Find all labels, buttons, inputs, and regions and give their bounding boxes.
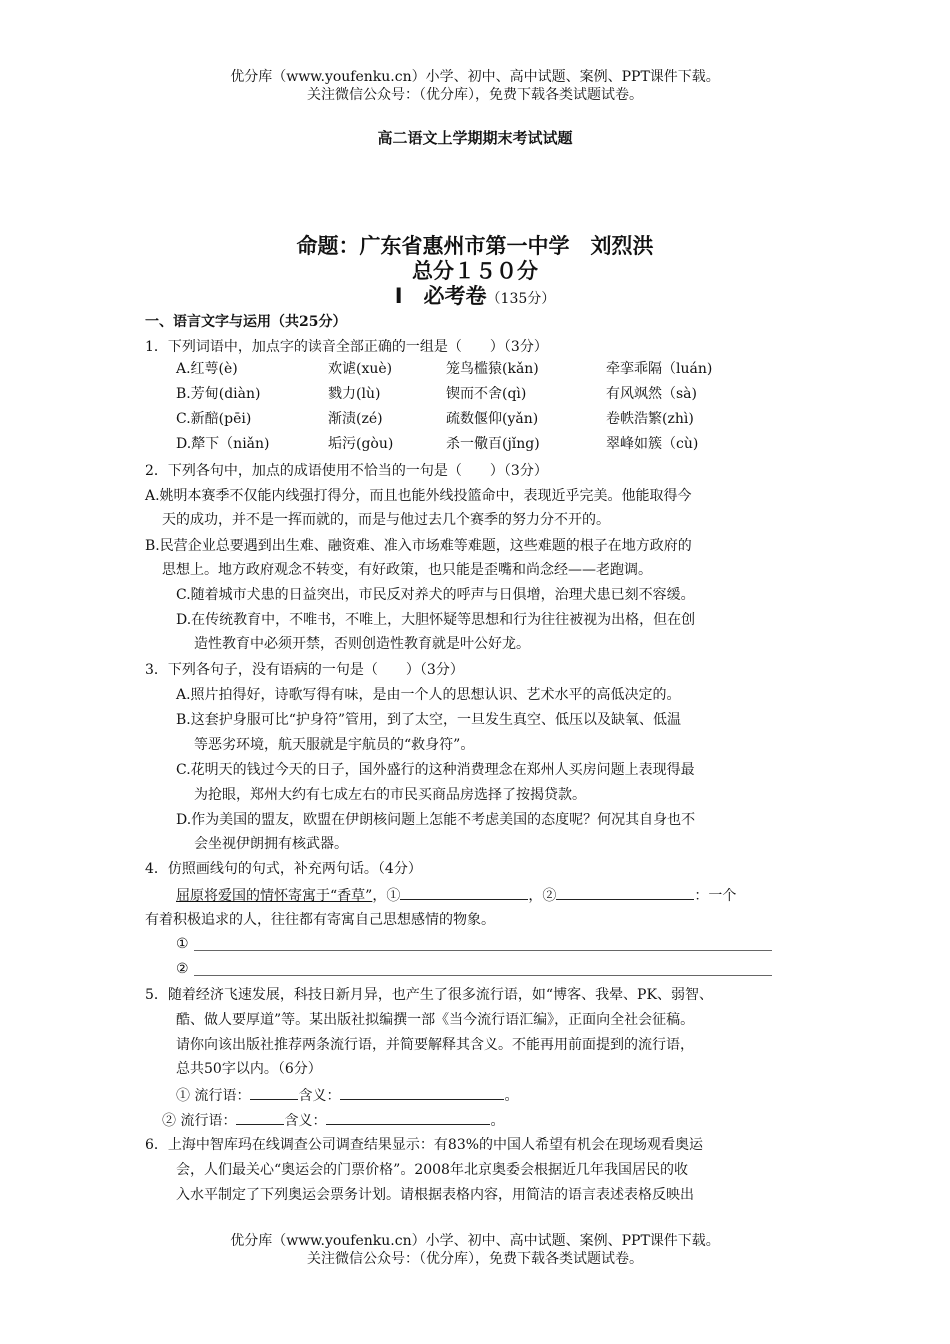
q1-cell: 渐渍(zé) [328, 411, 383, 427]
q5-item-1-label: ① 流行语： [176, 1088, 251, 1104]
q3-line: C.花明天的钱过今天的日子，国外盛行的这种消费理念在郑州人买房问题上表现得最 [176, 762, 695, 778]
q5-item-2-label: ② 流行语： [162, 1113, 237, 1129]
q6-line: 入水平制定了下列奥运会票务计划。请根据表格内容，用简洁的语言表述表格反映出 [176, 1187, 694, 1203]
q1-cell: 垢污(gòu) [328, 436, 394, 452]
q5-item-2-term-blank[interactable] [236, 1110, 284, 1125]
q5-meaning-label: 含义： [284, 1113, 327, 1129]
author-line: 命题：广东省惠州市第一中学 刘烈洪 [296, 234, 654, 258]
q5-item-1 [176, 1085, 518, 1106]
page-header [0, 68, 950, 104]
q5-line: 总共50字以内。（6分） [176, 1061, 322, 1077]
q1-stem: 1．下列词语中，加点字的读音全部正确的一组是（ ）（3分） [145, 339, 548, 355]
q1-cell: 翠峰如簇（cù) [606, 436, 699, 452]
q1-cell: 笼鸟槛猿(kǎn) [446, 361, 539, 377]
q1-cell: 杀一儆百(jǐng) [446, 436, 540, 452]
q1-cell: D.犛下（niǎn) [176, 436, 270, 452]
q1-cell: 锲而不舍(qì) [446, 386, 527, 402]
q4-stem: 4．仿照画线句的句式，补充两句话。（4分） [145, 861, 422, 877]
q4-underlined-sentence: 屈原将爱国的情怀寄寓于“香草” [176, 888, 373, 904]
header-line-1: 优分库（www.youfenku.cn）小学、初中、高中试题、案例、PPT课件下载。 [230, 69, 720, 85]
q5-line: 5．随着经济飞速发展，科技日新月异，也产生了很多流行语，如“博客、我晕、PK、弱智、 [145, 987, 713, 1003]
q5-end-mark: 。 [504, 1088, 519, 1104]
q3-line: B.这套护身服可比“护身符”管用，到了太空，一旦发生真空、低压以及缺氧、低温 [176, 712, 682, 728]
footer-line-2: 关注微信公众号：（优分库），免费下载各类试题试卷。 [307, 1251, 643, 1267]
q3-line: A.照片拍得好，诗歌写得有味，是由一个人的思想认识、艺术水平的高低决定的。 [176, 687, 681, 703]
q6-line: 6．上海中智库玛在线调查公司调查结果显示：有83%的中国人希望有机会在现场观看奥运 [145, 1137, 704, 1153]
q4-mark-1: ，① [372, 888, 401, 904]
section-score: （135分） [486, 291, 556, 307]
q5-item-1-meaning-blank[interactable] [340, 1085, 504, 1100]
footer-line-1: 优分库（www.youfenku.cn）小学、初中、高中试题、案例、PPT课件下载。 [230, 1233, 720, 1249]
q2-line: A.姚明本赛季不仅能内线强打得分，而且也能外线投篮命中，表现近乎完美。他能取得今 [145, 488, 692, 504]
q2-line: C.随着城市犬患的日益突出，市民反对养犬的呼声与日俱增，治理犬患已刻不容缓。 [176, 587, 695, 603]
q3-stem: 3．下列各句子，没有语病的一句是（ ）（3分） [145, 662, 464, 678]
q4-prompt-line [176, 885, 736, 906]
q2-line: 思想上。地方政府观念不转变，有好政策，也只能是歪嘴和尚念经——老跑调。 [162, 562, 652, 578]
q1-cell: 有风飒然（sà) [606, 386, 697, 402]
q1-cell: 戮力(lù) [328, 386, 381, 402]
q2-line: 天的成功，并不是一挥而就的，而是与他过去几个赛季的努力分不开的。 [162, 512, 610, 528]
q3-line: D.作为美国的盟友，欧盟在伊朗核问题上怎能不考虑美国的态度呢？何况其自身也不 [176, 812, 696, 828]
q5-item-1-term-blank[interactable] [250, 1085, 298, 1100]
part1-heading: 一、语言文字与运用（共25分） [145, 314, 347, 330]
q2-line: B.民营企业总要遇到出生难、融资难、准入市场难等难题，这些难题的根子在地方政府的 [145, 538, 692, 554]
q5-line: 酷、做人要厚道”等。某出版社拟编撰一部《当今流行语汇编》，正面向全社会征稿。 [176, 1012, 695, 1028]
q2-line: D.在传统教育中，不唯书，不唯上，大胆怀疑等思想和行为往往被视为出格，但在创 [176, 612, 696, 628]
q2-line: 造性教育中必须开禁，否则创造性教育就是叶公好龙。 [194, 636, 530, 652]
q4-line-2: 有着积极追求的人，往往都有寄寓自己思想感情的物象。 [145, 912, 495, 928]
q6-line: 会，人们最关心“奥运会的门票价格”。2008年北京奥委会根据近几年我国居民的收 [176, 1162, 688, 1178]
q3-line: 为抢眼，郑州大约有七成左右的市民买商品房选择了按揭贷款。 [194, 787, 586, 803]
q3-line: 等恶劣环境，航天服就是宇航员的“救身符”。 [194, 737, 475, 753]
q1-cell: C.新醅(pēi) [176, 411, 252, 427]
section-label: Ⅰ 必考卷 [394, 284, 487, 308]
q5-item-2 [162, 1110, 504, 1131]
q4-answer-2-line[interactable] [194, 975, 772, 976]
q1-cell: B.芳甸(diàn) [176, 386, 261, 402]
q1-cell: A.红萼(è) [176, 361, 238, 377]
header-line-2: 关注微信公众号：（优分库），免费下载各类试题试卷。 [307, 87, 643, 103]
q4-answer-1-label: ① [176, 936, 189, 952]
q4-blank-2[interactable] [556, 885, 694, 900]
total-score: 总分１５０分 [412, 259, 538, 283]
document-title: 高二语文上学期期末考试试题 [377, 129, 573, 147]
q4-answer-1-line[interactable] [194, 950, 772, 951]
q1-cell: 欢谑(xuè) [328, 361, 393, 377]
q4-mark-2: ，② [528, 888, 557, 904]
q5-end-mark: 。 [490, 1113, 505, 1129]
q1-cell: 牵挛乖隔（luán) [606, 361, 713, 377]
page-footer [0, 1232, 950, 1268]
q1-cell: 卷帙浩繁(zhì) [606, 411, 694, 427]
exam-info [0, 234, 950, 312]
q5-line: 请你向该出版社推荐两条流行语，并简要解释其含义。不能再用前面提到的流行语， [176, 1037, 694, 1053]
q3-line: 会坐视伊朗拥有核武器。 [194, 836, 348, 852]
q2-stem: 2．下列各句中，加点的成语使用不恰当的一句是（ ）（3分） [145, 463, 548, 479]
section-title [0, 284, 950, 312]
q1-cell: 疏数偃仰(yǎn) [446, 411, 539, 427]
q5-item-2-meaning-blank[interactable] [326, 1110, 490, 1125]
q4-answer-2-label: ② [176, 961, 189, 977]
q4-blank-1[interactable] [400, 885, 528, 900]
q4-tail: ：一个 [694, 888, 737, 904]
q5-meaning-label: 含义： [298, 1088, 341, 1104]
